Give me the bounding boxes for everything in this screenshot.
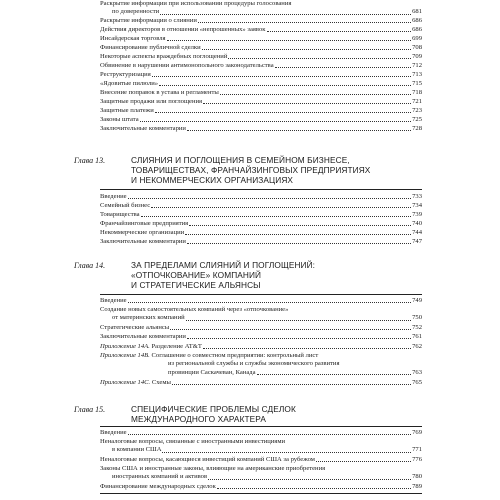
chapter-rule — [100, 294, 422, 295]
toc-entry: Защитные продажи или поглощения 721 — [100, 98, 422, 105]
page-number: 686 — [412, 26, 422, 33]
page-number: 776 — [412, 456, 422, 463]
chapter-label: Глава 15. — [74, 405, 106, 414]
toc-entry: Заключительные комментарии 747 — [100, 238, 422, 245]
page-number: 721 — [412, 98, 422, 105]
toc-entry: Обвинение в нарушении антимонопольного законодательства 712 — [100, 62, 422, 69]
toc-entry: «Ядовитые пилюли» 715 — [100, 80, 422, 87]
chapter-label: Глава 14. — [74, 261, 106, 270]
page-number: 789 — [412, 483, 422, 490]
toc-entry: Некоторые аспекты враждебных поглощений 709 — [100, 53, 422, 60]
toc-entry: Введение 733 — [100, 193, 422, 200]
toc-entry: Введение 769 — [100, 429, 422, 436]
page-number: 761 — [412, 333, 422, 340]
toc-entry: Действия директоров в отношении «непрошенных» заявок 686 — [100, 26, 422, 33]
toc-entry: Франчайзинговые предприятия 740 — [100, 220, 422, 227]
toc-entry: Раскрытие информации при использовании процедуры голосования по доверенности 681 — [100, 0, 422, 16]
toc-entry: Инсайдерская торговля 699 — [100, 35, 422, 42]
toc-entry: Законы штата 725 — [100, 116, 422, 123]
page-number: 780 — [412, 473, 422, 481]
toc-entry: Создание новых самостоятельных компаний через «отпочкование» от материнских компаний 750 — [100, 306, 422, 322]
toc-entry: Финансирование международных сделок 789 — [100, 483, 422, 490]
toc-entry: Заключительные комментарии 728 — [100, 125, 422, 132]
page-number: 749 — [412, 297, 422, 304]
page-number: 771 — [412, 446, 422, 454]
chapter-title: СПЕЦИФИЧЕСКИЕ ПРОБЛЕМЫ СДЕЛОК МЕЖДУНАРОДНОГО ХАРАКТЕРА — [131, 404, 296, 425]
toc-entry: Законы США и иностранные законы, влияющие на американские приобретения иностранных компаний и активов 780 — [100, 465, 422, 481]
toc-entry: Введение 749 — [100, 297, 422, 304]
page-number: 765 — [412, 379, 422, 386]
page-number: 763 — [412, 368, 422, 376]
page-number: 769 — [412, 429, 422, 436]
page-number: 708 — [412, 44, 422, 51]
appendix-entry: Приложение 14С. Схемы 765 — [100, 379, 422, 386]
page-number: 750 — [412, 314, 422, 322]
appendix-label: Приложение 14А. — [100, 343, 150, 350]
toc-entry: Реструктуризация 713 — [100, 71, 422, 78]
appendix-label: Приложение 14В. — [100, 352, 150, 359]
page-number: 744 — [412, 229, 422, 236]
page-number: 699 — [412, 35, 422, 42]
toc-entry: Неналоговые вопросы, касающиеся инвестиций компаний США за рубежом 776 — [100, 456, 422, 463]
page-number: 681 — [412, 8, 422, 16]
page-number: 715 — [412, 80, 422, 87]
page-number: 725 — [412, 116, 422, 123]
toc-entry: Стратегические альянсы 752 — [100, 324, 422, 331]
bottom-rule — [100, 493, 422, 494]
toc-entry: Товарищества 739 — [100, 211, 422, 218]
page-number: 713 — [412, 71, 422, 78]
page-number: 739 — [412, 211, 422, 218]
chapter-title: ЗА ПРЕДЕЛАМИ СЛИЯНИЙ И ПОГЛОЩЕНИЙ: «ОТПОЧКОВАНИЕ» КОМПАНИЙ И СТРАТЕГИЧЕСКИЕ АЛЬЯНСЫ — [131, 260, 316, 291]
page-number: 733 — [412, 193, 422, 200]
page-number: 686 — [412, 17, 422, 24]
page-number: 747 — [412, 238, 422, 245]
chapter-rule — [100, 189, 422, 190]
toc-entry: Защитные платежи 723 — [100, 107, 422, 114]
page-number: 723 — [412, 107, 422, 114]
page-number: 734 — [412, 202, 422, 209]
toc-entry: Заключительные комментарии 761 — [100, 333, 422, 340]
toc-entry: Семейный бизнес 734 — [100, 202, 422, 209]
chapter-rule — [100, 426, 422, 427]
page-number: 709 — [412, 53, 422, 60]
page-number: 718 — [412, 89, 422, 96]
page-number: 762 — [412, 343, 422, 350]
appendix-entry: Приложение 14А. Разделение AT&T 762 — [100, 343, 422, 350]
toc-entry: Финансирование публичной сделки 708 — [100, 44, 422, 51]
toc-entry: Внесение поправок в устава и регламенты 718 — [100, 89, 422, 96]
chapter-label: Глава 13. — [74, 156, 106, 165]
page-number: 728 — [412, 125, 422, 132]
chapter-title: СЛИЯНИЯ И ПОГЛОЩЕНИЯ В СЕМЕЙНОМ БИЗНЕСЕ, ТОВАРИЩЕСТВАХ, ФРАНЧАЙЗИНГОВЫХ ПРЕДПРИЯТИЯХ И НЕКОММЕРЧЕСКИХ ОРГАНИЗАЦИЯХ — [131, 155, 371, 186]
page-number: 740 — [412, 220, 422, 227]
toc-entry: Неналоговые вопросы, связанные с иностранными инвестициями в компании США 771 — [100, 438, 422, 454]
page-number: 752 — [412, 324, 422, 331]
toc-entry: Некоммерческие организации 744 — [100, 229, 422, 236]
toc-entry: Раскрытие информации о слиянии 686 — [100, 17, 422, 24]
appendix-label: Приложение 14С. — [100, 379, 151, 386]
appendix-entry: Приложение 14В. Соглашение о совместном предприятии: контрольный лист из региональной службы и службы экономического развития провинции Саскачеван, Канада 763 — [100, 352, 422, 376]
page-number: 712 — [412, 62, 422, 69]
